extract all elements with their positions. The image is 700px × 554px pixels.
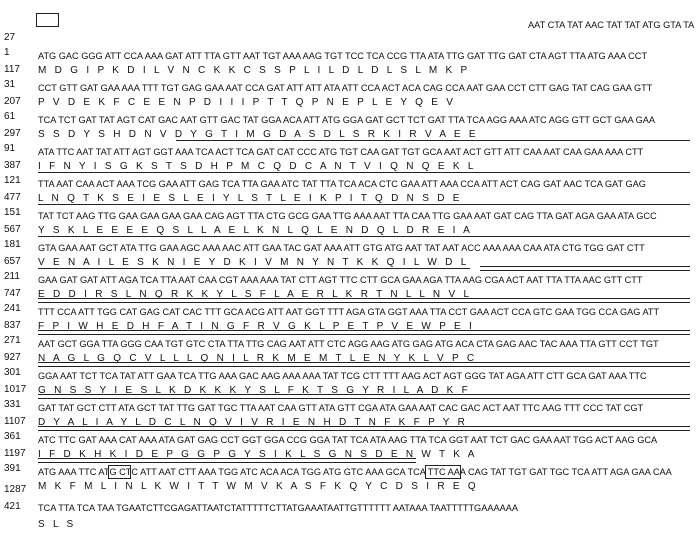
nucleotide-position: 657 <box>4 256 21 267</box>
nucleotide-position: 297 <box>4 128 21 139</box>
amino-acid-position: 31 <box>4 79 16 90</box>
amino-acid-sequence: Y S K L E E E E Q S L L A E L K N L Q L E N D Q L D R E I A <box>38 225 470 236</box>
amino-acid-position: 121 <box>4 175 21 186</box>
domain-single-underline <box>38 268 470 269</box>
amino-acid-position: 271 <box>4 335 21 346</box>
amino-acid-sequence: M K F M L I N L K W I T T W M V K A S F K Q Y C D S I R E Q <box>38 481 476 492</box>
domain-single-underline <box>38 172 690 173</box>
amino-acid-sequence: L N Q T K S E I E S L E I Y L S T L E I K P I T Q D N S D E <box>38 193 460 204</box>
amino-acid-position: 301 <box>4 367 21 378</box>
domain-single-underline <box>176 140 690 141</box>
nucleotide-sequence: ATG AAA TTC ATG CTC ATT AAT CTT AAA TGG ATC ACA ACA TGG ATG GTC AAA GCA TCA TTC AAA CAG TAT TGT GAT TGC TCA ATT AGA GAA CAA <box>38 467 672 477</box>
amino-acid-sequence: G N S S Y I E S L K D K K K Y S L F K T S G Y R I L A D K F <box>38 385 468 396</box>
nucleotide-sequence: AAT GCT GGA TTA GGG CAA TGT GTC CTA TTA TTG CAG AAT ATT CTC AGG AAG ATG GAG ATG ACA CTA GAG AAC TAC AAA TTA GTT CCT TGT <box>38 339 659 349</box>
nucleotide-sequence: GAT TAT GCT CTT ATA GCT TAT TTG GAT TGC TTA AAT CAA GTT ATA GTT CGA ATA GAA AAT CAC GAC ACT AAT TTC AAG TTT CCC TAT CGT <box>38 403 644 413</box>
nucleotide-position: 207 <box>4 96 21 107</box>
amino-acid-sequence: N A G L G Q C V L L L Q N I L R K M E M T L E N Y K L V P C <box>38 353 475 364</box>
amino-acid-position: 211 <box>4 271 20 282</box>
nucleotide-sequence: GTA GAA AAT GCT ATA TTG GAA AGC AAA AAC ATT GAA TAC GAT AAA ATT GTG ATG AAT TAT AAT ACC AAA AAA CAA ATA CTG TGG GAT CTT <box>38 243 645 253</box>
amino-acid-sequence: S S D Y S H D N V D Y G T I M G D A S D L S R K I R V A E E <box>38 129 476 140</box>
nucleotide-position: 477 <box>4 192 21 203</box>
domain-single-underline <box>38 236 690 237</box>
nucleotide-sequence: TTT CCA ATT TGG CAT GAG CAT CAC TTT GCA ACG ATT AAT GGT TTT AGA GTA GGT AAA TTA CCT GAA ACT CCA GTC GAA TGG CCA GAG ATT <box>38 307 660 317</box>
nucleotide-sequence: TAT TCT AAG TTG GAA GAA GAA GAA CAG AGT TTA CTG GCG GAA TTG AAA AAT TTA CAA TTG GAA AAT GAT CAG TTA GAT AGA GAA ATA GCC <box>38 211 657 221</box>
nucleotide-sequence: CCT GTT GAT GAA AAA TTT TGT GAG GAA AAT CCA GAT ATT ATT ATA ATT CCA ACT ACA CAG CCA AAT GAA CCT CTT GAG TAT CAG GAA GTT <box>38 83 653 93</box>
domain-double-underline <box>480 266 690 271</box>
domain-double-underline <box>38 458 416 463</box>
amino-acid-sequence: F P I W H E D H F A T I N G F R V G K L P E T P V E W P E I <box>38 321 472 332</box>
amino-acid-sequence: S L S <box>38 519 74 530</box>
nucleotide-line <box>0 13 700 61</box>
domain-double-underline <box>38 330 690 335</box>
amino-acid-sequence: E D D I R S L N Q R K K Y L S F L A E R L K R T N L L N V L <box>38 289 470 300</box>
header-nucleotide-text: AAT CTA TAT AAC TAT TAT ATG GTA TA <box>528 20 695 30</box>
amino-acid-sequence: D Y A L I A Y L D C L N Q V I V R I E N H D T N F K F P Y R <box>38 417 465 428</box>
domain-double-underline <box>38 362 690 367</box>
amino-acid-sequence: V E N A I L E S K N I E Y D K I V M N Y N T K K Q I L W D L <box>38 257 467 268</box>
amino-acid-position: 151 <box>4 207 21 218</box>
header-nucleotide-line <box>0 0 700 30</box>
nucleotide-sequence: TTA AAT CAA ACT AAA TCG GAA ATT GAG TCA TTA GAA ATC TAT TTA TCA ACA CTC GAA ATT AAA CCA ATT ACT CAG GAT AAC TCA GAT GAG <box>38 179 646 189</box>
amino-acid-position: 181 <box>4 239 21 250</box>
nucleotide-position: 1197 <box>4 448 26 459</box>
nucleotide-position: 1107 <box>4 416 26 427</box>
nucleotide-position: 387 <box>4 160 21 171</box>
nucleotide-sequence: TCA TCT GAT TAT AGT CAT GAC AAT GTT GAC TAT GGA ACA ATT ATG GGA GAT GCT TCT GAT TTA TCA AGG AAA ATC AGG GTT GCT GAA GAA <box>38 115 656 125</box>
amino-acid-position: 1 <box>4 47 10 58</box>
nucleotide-position: 567 <box>4 224 21 235</box>
nucleotide-position: 927 <box>4 352 21 363</box>
nucleotide-position: 837 <box>4 320 21 331</box>
amino-acid-sequence: P V D E K F C E E N P D I I I P T T Q P N E P L E Y Q E V <box>38 97 453 108</box>
nucleotide-sequence: GAA GAT GAT ATT AGA TCA TTA AAT CAA CGT AAA AAA TAT CTT AGT TTC CTT GCA GAA AGA TTA AAG CGA ACT AAT TTA TTA AAC GTT CTT <box>38 275 643 285</box>
amino-acid-position: 61 <box>4 111 16 122</box>
nucleotide-position: 747 <box>4 288 21 299</box>
amino-acid-position: 361 <box>4 431 21 442</box>
nucleotide-sequence: GGA AAT TCT TCA TAT ATT GAA TCA TTG AAA GAC AAG AAA AAA TAT TCG CTT TTT AAG ACT AGT GGG TAT AGA ATT CTT GCA GAT AAA TTC <box>38 371 647 381</box>
polya-signal-box <box>425 465 461 479</box>
amino-acid-position: 421 <box>4 501 21 512</box>
nucleotide-position: 117 <box>4 64 20 75</box>
nucleotide-position: 1287 <box>4 484 27 495</box>
amino-acid-position: 91 <box>4 143 16 154</box>
amino-acid-position: 241 <box>4 303 21 314</box>
amino-acid-position: 331 <box>4 399 21 410</box>
amino-acid-sequence: I F N Y I S G K S T S D H P M C Q D C A N T V I Q N Q E K L <box>38 161 474 172</box>
amino-acid-sequence: M D G I P K D I L V N C K K C S S P L I L D L D L S L M K P <box>38 65 468 76</box>
nucleotide-position: 1017 <box>4 384 27 395</box>
nucleotide-sequence: ATA TTC AAT TAT ATT AGT GGT AAA TCA ACT TCA GAT CAT CCC ATG TGT CAA GAT TGT GCA AAT ACT GTT ATT CAA AAT CAA GAA AAA CTT <box>38 147 644 157</box>
stop-codon-box <box>108 465 131 479</box>
domain-double-underline <box>38 298 690 303</box>
nucleotide-sequence: ATG GAC GGG ATT CCA AAA GAT ATT TTA GTT AAT TGT AAA AAG TGT TCC TCA CCG TTA ATA TTG GAT TTG GAT CTA AGT TTA ATG AAA CCT <box>38 51 648 61</box>
domain-double-underline <box>38 394 690 399</box>
nucleotide-sequence: ATC TTC GAT AAA CAT AAA ATA GAT GAG CCT GGT GGA CCG GGA TAT TCA ATA AAG TTA TCA GGT AAT TCT GAC GAA AAT TGG ACT AAG GCA <box>38 435 658 445</box>
nucleotide-sequence: TCA TTA TCA TAA TGAATCTTCGAGATTAATCTATTTTTCTTATGAAATAATTGTTTTTT AATAAA TAATTTTTGAAAAAA <box>38 503 518 513</box>
amino-acid-sequence: I F D K H K I D E P G G P G Y S I K L S G N S D E N W T K A <box>38 449 475 460</box>
domain-double-underline <box>38 426 690 431</box>
domain-single-underline <box>38 204 690 205</box>
nucleotide-position: 27 <box>4 32 16 43</box>
amino-acid-position: 391 <box>4 463 21 474</box>
start-codon-box <box>36 13 59 27</box>
